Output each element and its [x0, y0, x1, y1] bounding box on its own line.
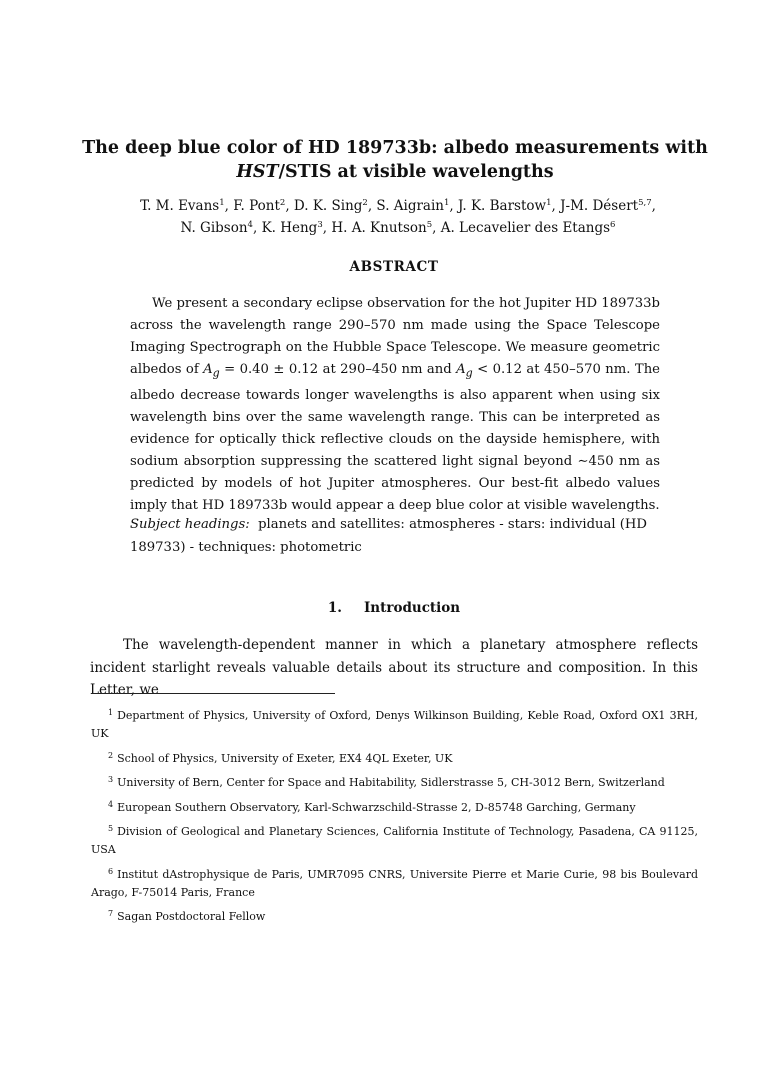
section-title: Introduction: [363, 600, 461, 616]
footnote: $^2$ School of Physics, University of Exeter, EX4 4QL Exeter, UK: [108, 750, 453, 765]
author: K. Heng$^3$,: [261, 220, 332, 236]
author: T. M. Evans$^1$,: [140, 198, 234, 214]
introduction-text: The wavelength-dependent manner in which a planetary atmosphere reflects incident starlight reveals valuable details about its structure and composition. In this Letter, we: [90, 637, 698, 698]
footnote: $^1$ Department of Physics, University of Oxford, Denys Wilkinson Building, Keble Road, Oxford OX1 3RH, UK: [91, 708, 698, 740]
footnote: $^7$ Sagan Postdoctoral Fellow: [108, 909, 266, 923]
subject-headings: [130, 514, 666, 559]
author: A. Lecavelier des Etangs$^6$: [440, 220, 616, 236]
title-line-1: The deep blue color of HD 189733b: albedo measurements with: [82, 138, 708, 158]
author: N. Gibson$^4$,: [180, 220, 262, 236]
title-line-2: [60, 160, 730, 184]
footnote: $^4$ European Southern Observatory, Karl-Schwarzschild-Strasse 2, D-85748 Garching, Germany: [108, 799, 636, 814]
title-hst: HST: [236, 162, 279, 182]
author: D. K. Sing$^2$,: [293, 198, 377, 214]
footnotes: [91, 707, 698, 933]
title-line-2-rest: /STIS at visible wavelengths: [278, 162, 554, 182]
author: H. A. Knutson$^5$,: [331, 220, 441, 236]
author-list: [88, 195, 708, 239]
abstract-text: We present a secondary eclipse observation for the hot Jupiter HD 189733b across the wavelength range 290–570 nm made using the Space Telescope Imaging Spectrograph on the Hubble Space Telescope. We measure geometric albedos of $A_g = 0.40 \pm 0.12$ at 290–450 nm and $A_g < 0.12$ at 450–570 nm. The albedo decrease towards longer wavelengths is also apparent when using six wavelength bins over the same wavelength range. This can be interpreted as evidence for optically thick reflective clouds on the dayside hemisphere, with sodium absorption suppressing the scattered light signal beyond ∼450 nm as predicted by models of hot Jupiter atmospheres. Our best-fit albedo values imply that HD 189733b would appear a deep blue color at visible wavelengths.: [130, 296, 660, 514]
author: J. K. Barstow$^1$,: [458, 198, 561, 214]
abstract-heading: ABSTRACT: [349, 259, 439, 275]
footnote-rule: [91, 693, 335, 694]
paper-title: [60, 136, 730, 184]
section-number: 1.: [327, 600, 342, 616]
albedo-symbol: $A_g$: [456, 362, 473, 380]
subject-headings-text: planets and satellites: atmospheres - stars: individual (HD 189733) - techniques: photometric: [130, 517, 647, 555]
author: S. Aigrain$^1$,: [376, 198, 459, 214]
section-heading-introduction: [0, 600, 768, 616]
subject-headings-label: Subject headings:: [130, 517, 250, 532]
footnote: $^3$ University of Bern, Center for Space and Habitability, Sidlerstrasse 5, CH-3012 Bern, Switzerland: [108, 775, 665, 789]
footnote: $^5$ Division of Geological and Planetary Sciences, California Institute of Technology, Pasadena, CA 91125, USA: [91, 824, 698, 856]
footnote: $^6$ Institut dAstrophysique de Paris, UMR7095 CNRS, Universite Pierre et Marie Curie, 98 bis Boulevard Arago, F-75014 Paris, France: [91, 866, 698, 899]
albedo-symbol: $A_g$: [203, 362, 220, 380]
author: F. Pont$^2$,: [233, 198, 294, 214]
author: J-M. Désert$^{5,7}$,: [560, 198, 656, 214]
